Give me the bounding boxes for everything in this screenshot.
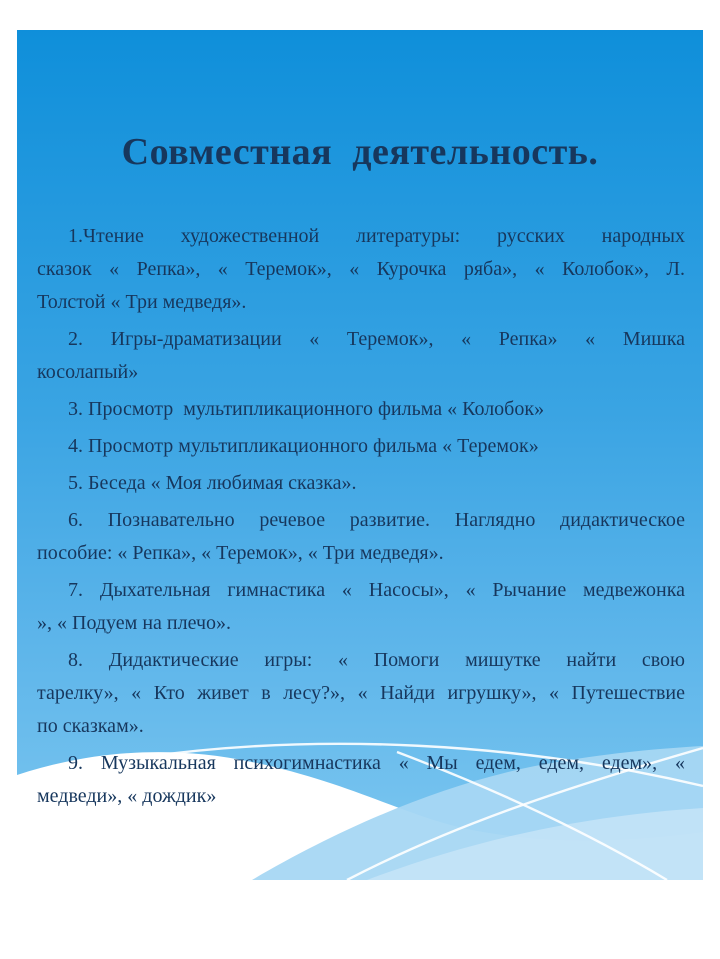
list-item-line: 4. Просмотр мультипликационного фильма « Теремок» (68, 434, 539, 457)
slide-title: Совместная деятельность. (121, 131, 599, 173)
list-item (37, 220, 685, 319)
list-item-line: », « Подуем на плечо». (37, 611, 232, 634)
list-item (37, 747, 685, 813)
list-item-line: медведи», « дождик» (37, 784, 217, 807)
list-item-line: пособие: « Репка», « Теремок», « Три медведя». (37, 541, 444, 564)
list-item (37, 504, 685, 570)
list-item-line: 8. Дидактические игры: « Помоги мишутке найти свою (68, 648, 685, 671)
list-item-line: по сказкам». (37, 714, 144, 737)
list-item (37, 323, 685, 389)
list-item-line: косолапый» (37, 360, 139, 383)
list-item (37, 430, 685, 463)
list-item-line: Толстой « Три медведя». (37, 290, 247, 313)
presentation-slide (17, 30, 703, 880)
list-item-line: 5. Беседа « Моя любимая сказка». (68, 471, 357, 494)
list-item-line: 7. Дыхательная гимнастика « Насосы», « Рычание медвежонка (68, 578, 685, 601)
list-item-line: 1.Чтение художественной литературы: русских народных (68, 224, 685, 247)
list-item (37, 644, 685, 743)
list-item-line: 3. Просмотр мультипликационного фильма « Колобок» (68, 397, 545, 420)
list-item-line: 9. Музыкальная психогимнастика « Мы едем, едем, едем», « (68, 751, 685, 774)
list-item (37, 467, 685, 500)
list-item-line: тарелку», « Кто живет в лесу?», « Найди игрушку», « Путешествие (37, 681, 685, 704)
list-item-line: 2. Игры-драматизации « Теремок», « Репка» « Мишка (68, 327, 685, 350)
list-item-line: сказок « Репка», « Теремок», « Курочка ряба», « Колобок», Л. (37, 257, 685, 280)
list-item (37, 574, 685, 640)
list-item-line: 6. Познавательно речевое развитие. Наглядно дидактическое (68, 508, 685, 531)
activities-list (37, 220, 685, 813)
list-item (37, 393, 685, 426)
